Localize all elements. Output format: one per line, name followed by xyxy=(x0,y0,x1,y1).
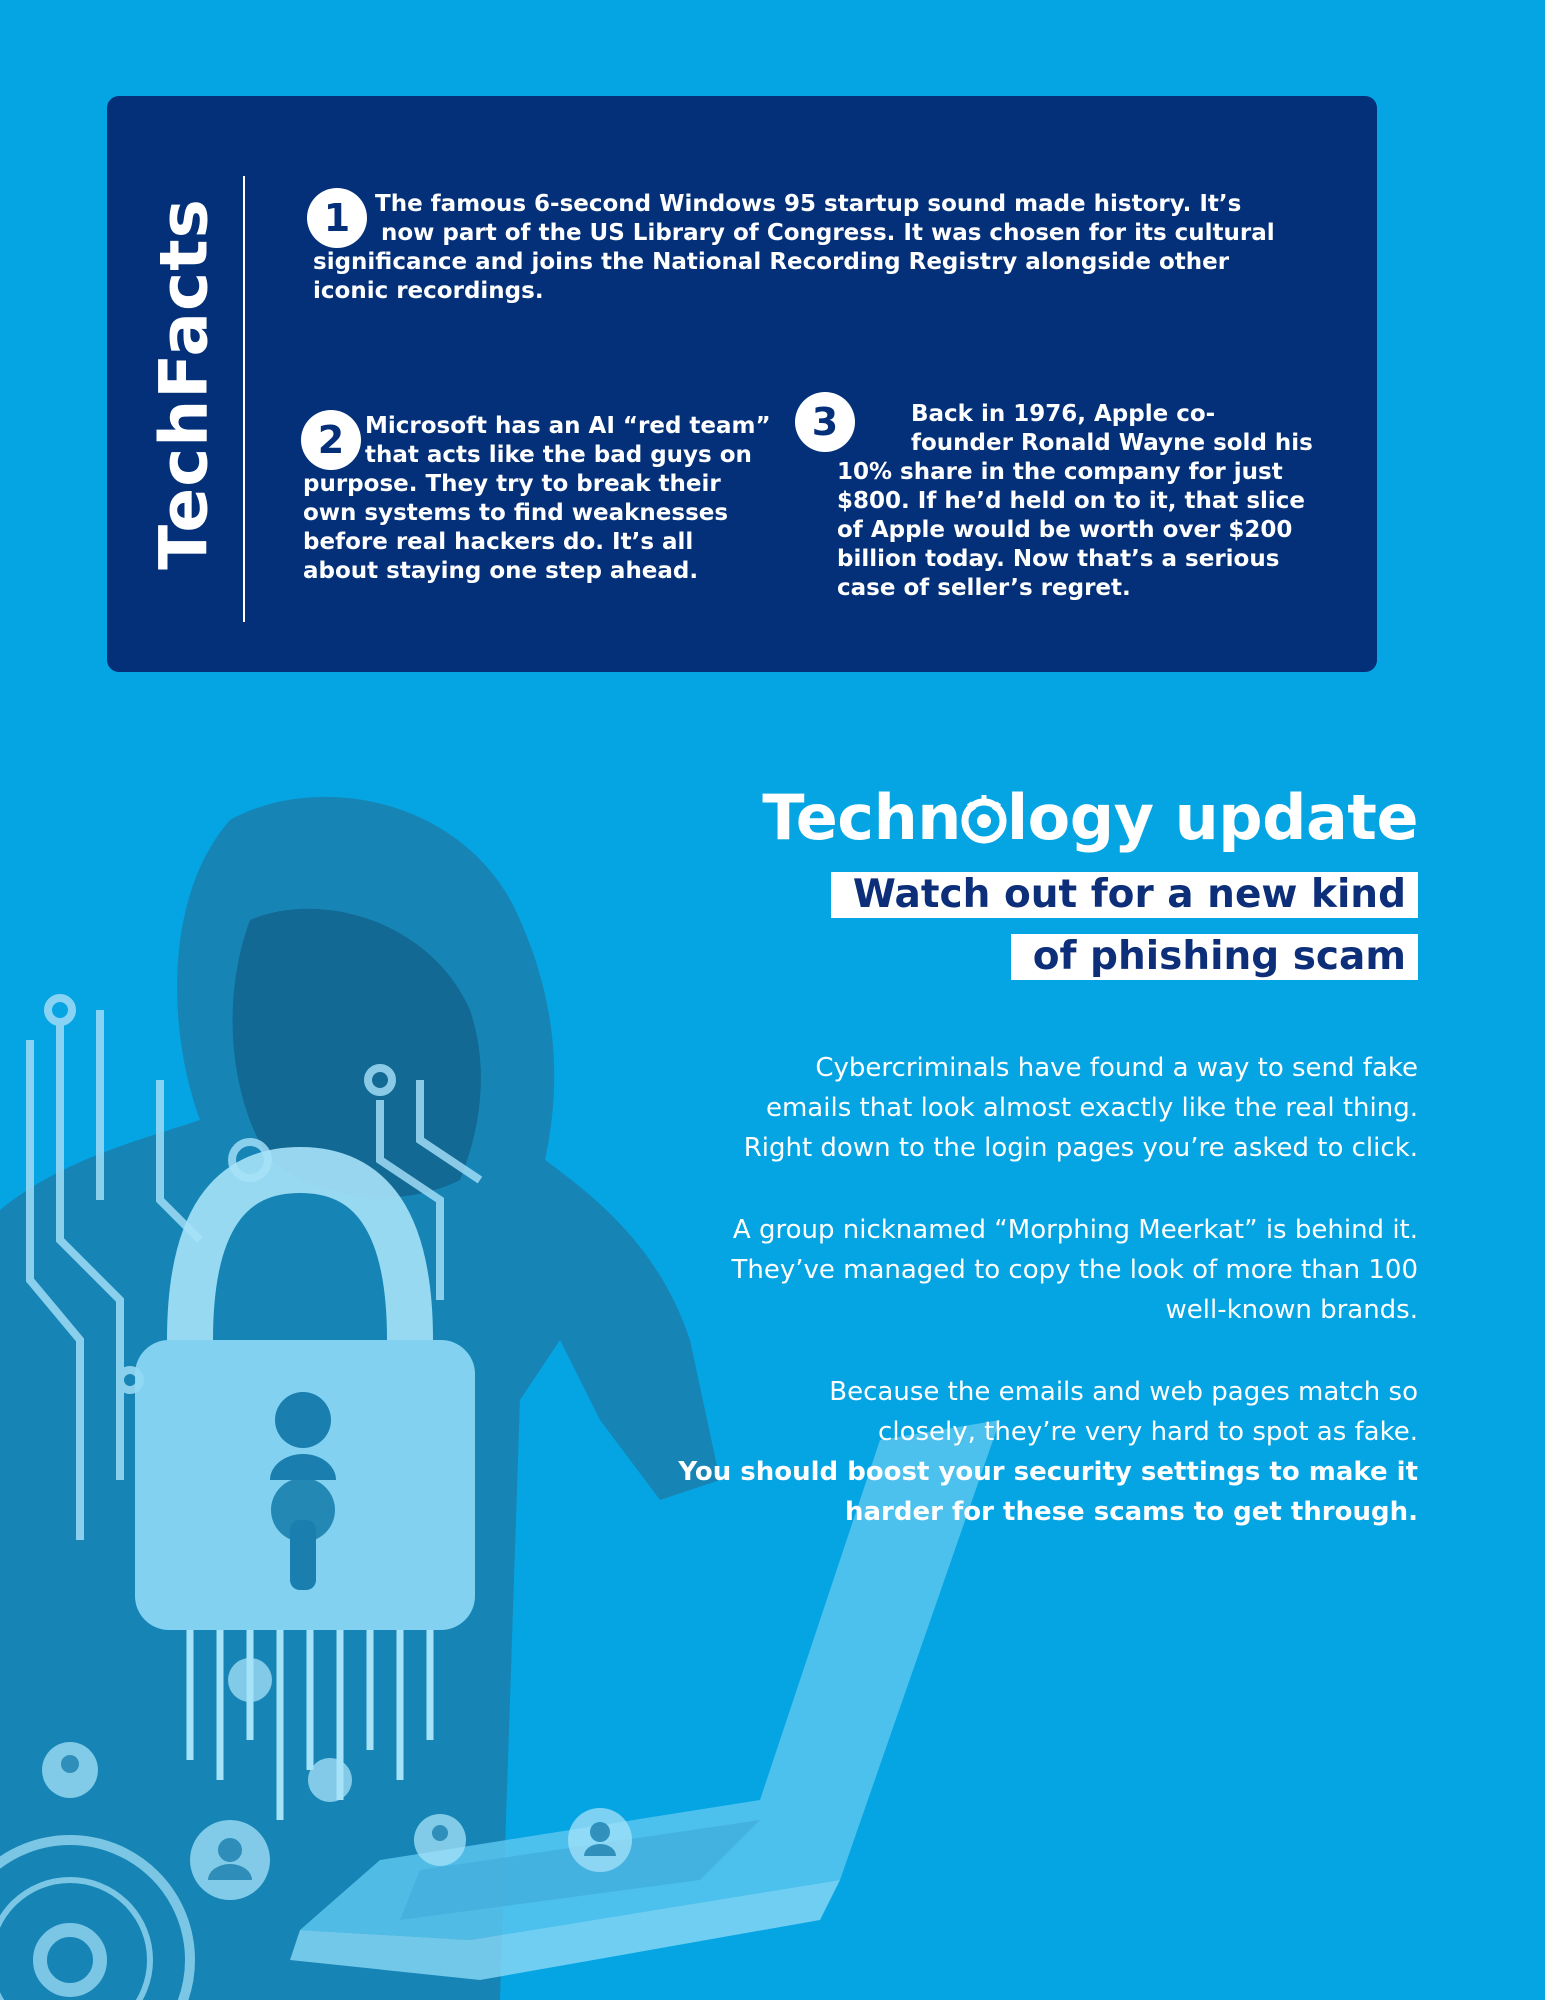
gear-icon xyxy=(961,793,1007,845)
fact-1-line-1: The famous 6-second Windows 95 startup sound made history. It’s xyxy=(375,191,1242,217)
paragraph-3-line-1: Because the emails and web pages match so xyxy=(829,1377,1418,1407)
fact-number-1: 1 xyxy=(307,188,367,248)
fact-3-line-1: Back in 1976, Apple co- xyxy=(911,401,1216,427)
article-paragraph-3 xyxy=(678,1372,1418,1532)
fact-3-line-4: $800. If he’d held on to it, that slice xyxy=(837,488,1306,514)
fact-2-line-2: that acts like the bad guys on xyxy=(365,442,752,468)
article-paragraph-1 xyxy=(744,1048,1418,1168)
headline-part-1: Techn xyxy=(762,781,961,854)
paragraph-2-line-1: A group nicknamed “Morphing Meerkat” is behind it. xyxy=(732,1215,1418,1245)
headline-part-2: logy update xyxy=(1006,781,1418,854)
article-headline xyxy=(762,778,1418,858)
fact-3-line-3: 10% share in the company for just xyxy=(837,459,1283,485)
fact-2-line-1: Microsoft has an AI “red team” xyxy=(365,413,771,439)
paragraph-1-line-1: Cybercriminals have found a way to send fake xyxy=(815,1053,1418,1083)
paragraph-3-bold-line-1: You should boost your security settings to make it xyxy=(678,1457,1418,1487)
fact-1-line-3: significance and joins the National Recording Registry alongside other xyxy=(313,249,1230,275)
fact-2-text xyxy=(303,412,803,586)
fact-3-line-7: case of seller’s regret. xyxy=(837,575,1131,601)
subheadline-line-1: Watch out for a new kind xyxy=(831,872,1418,918)
paragraph-1-line-3: Right down to the login pages you’re asked to click. xyxy=(743,1133,1418,1163)
subheadline-line-2: of phishing scam xyxy=(1011,934,1418,980)
fact-1-line-4: iconic recordings. xyxy=(313,278,544,304)
fact-3-line-6: billion today. Now that’s a serious xyxy=(837,546,1280,572)
fact-number-2: 2 xyxy=(301,410,361,470)
fact-1-text xyxy=(313,190,1313,306)
fact-2-line-5: before real hackers do. It’s all xyxy=(303,529,694,555)
paragraph-2-line-3: well-known brands. xyxy=(1165,1295,1418,1325)
fact-2-line-6: about staying one step ahead. xyxy=(303,558,699,584)
techfacts-title: TechFacts xyxy=(145,198,223,570)
fact-2-line-3: purpose. They try to break their xyxy=(303,471,721,497)
techfacts-divider xyxy=(243,176,245,622)
article-paragraph-2 xyxy=(731,1210,1418,1330)
fact-3-line-2: founder Ronald Wayne sold his xyxy=(911,430,1313,456)
fact-3-line-5: of Apple would be worth over $200 xyxy=(837,517,1293,543)
fact-1-line-2: now part of the US Library of Congress. It was chosen for its cultural xyxy=(381,220,1275,246)
fact-number-3: 3 xyxy=(795,392,855,452)
fact-2-line-4: own systems to find weaknesses xyxy=(303,500,729,526)
paragraph-3-line-2: closely, they’re very hard to spot as fake. xyxy=(878,1417,1418,1447)
paragraph-1-line-2: emails that look almost exactly like the real thing. xyxy=(765,1093,1418,1123)
paragraph-2-line-2: They’ve managed to copy the look of more than 100 xyxy=(731,1255,1418,1285)
paragraph-3-bold-line-2: harder for these scams to get through. xyxy=(844,1497,1418,1527)
fact-3-text xyxy=(837,400,1337,603)
